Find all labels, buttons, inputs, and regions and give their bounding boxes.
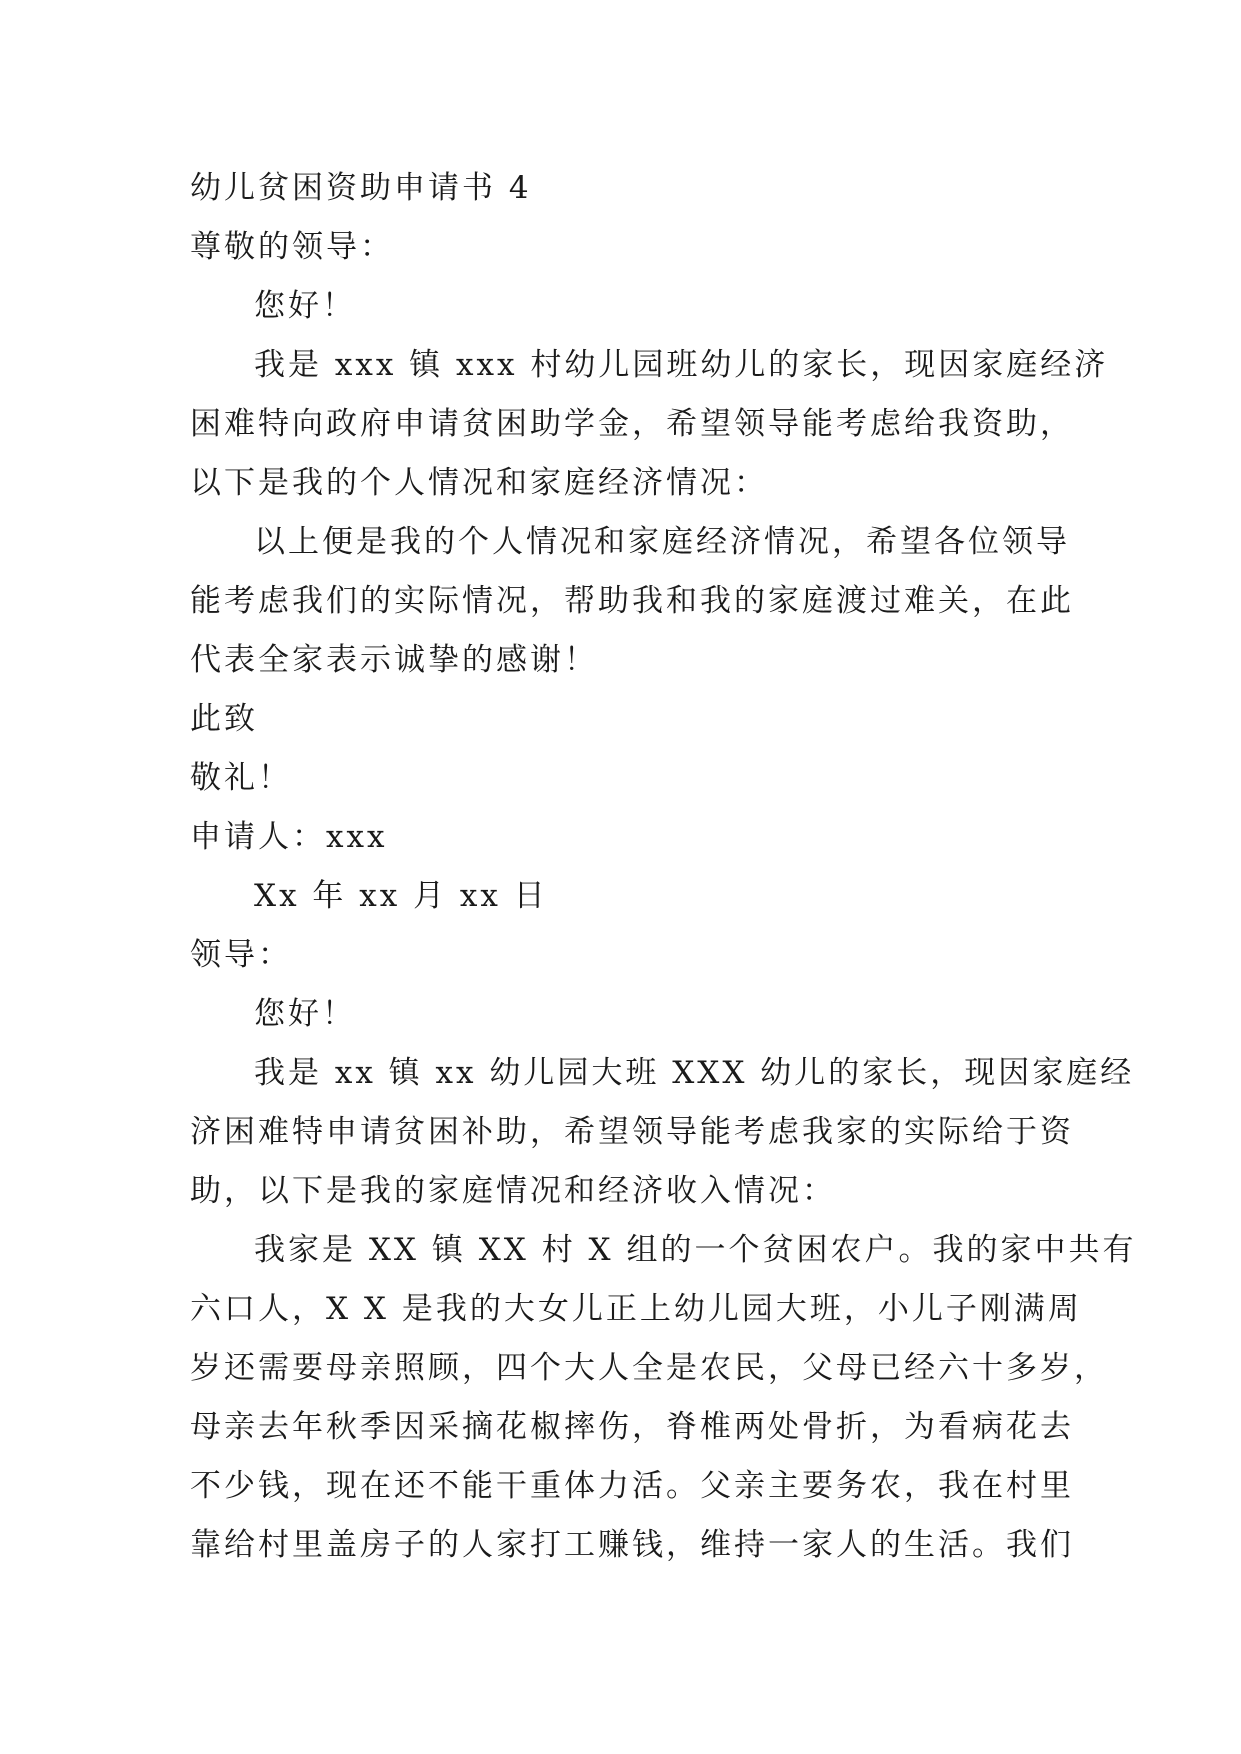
- letter1-greeting: 您好！: [254, 288, 356, 324]
- letter1-applicant: 申请人：xxx: [190, 819, 388, 855]
- letter2-para2-line1: 我家是 XX 镇 XX 村 X 组的一个贫困农户。我的家中共有: [254, 1232, 1137, 1268]
- letter1-para1-line1: 我是 xxx 镇 xxx 村幼儿园班幼儿的家长，现因家庭经济: [254, 347, 1109, 383]
- letter1-date: Xx 年 xx 月 xx 日: [254, 878, 548, 914]
- letter1-para2-line2: 能考虑我们的实际情况，帮助我和我的家庭渡过难关，在此: [190, 583, 1074, 619]
- letter1-para2-line3: 代表全家表示诚挚的感谢！: [190, 642, 598, 678]
- letter2-para1-line2: 济困难特申请贫困补助，希望领导能考虑我家的实际给于资: [190, 1114, 1074, 1150]
- letter2-para1-line3: 助，以下是我的家庭情况和经济收入情况：: [190, 1173, 836, 1209]
- letter2-salutation: 领导：: [190, 937, 292, 973]
- letter1-para1-line2: 困难特向政府申请贫困助学金，希望领导能考虑给我资助，: [190, 406, 1074, 442]
- letter1-closing2: 敬礼！: [190, 760, 292, 796]
- letter2-para2-line5: 不少钱，现在还不能干重体力活。父亲主要务农，我在村里: [190, 1468, 1074, 1504]
- letter1-salutation: 尊敬的领导：: [190, 229, 394, 265]
- letter2-para2-line6: 靠给村里盖房子的人家打工赚钱，维持一家人的生活。我们: [190, 1527, 1074, 1563]
- letter1-closing1: 此致: [190, 701, 258, 737]
- letter2-para2-line3: 岁还需要母亲照顾，四个大人全是农民，父母已经六十多岁，: [190, 1350, 1108, 1386]
- document-title: 幼儿贫困资助申请书 4: [190, 170, 532, 206]
- letter1-para1-line3: 以下是我的个人情况和家庭经济情况：: [190, 465, 768, 501]
- letter2-para2-line4: 母亲去年秋季因采摘花椒摔伤，脊椎两处骨折，为看病花去: [190, 1409, 1074, 1445]
- letter1-para2-line1: 以上便是我的个人情况和家庭经济情况，希望各位领导: [254, 524, 1070, 560]
- letter2-greeting: 您好！: [254, 996, 356, 1032]
- letter2-para1-line1: 我是 xx 镇 xx 幼儿园大班 XXX 幼儿的家长，现因家庭经: [254, 1055, 1135, 1091]
- letter2-para2-line2: 六口人，X X 是我的大女儿正上幼儿园大班，小儿子刚满周: [190, 1291, 1082, 1327]
